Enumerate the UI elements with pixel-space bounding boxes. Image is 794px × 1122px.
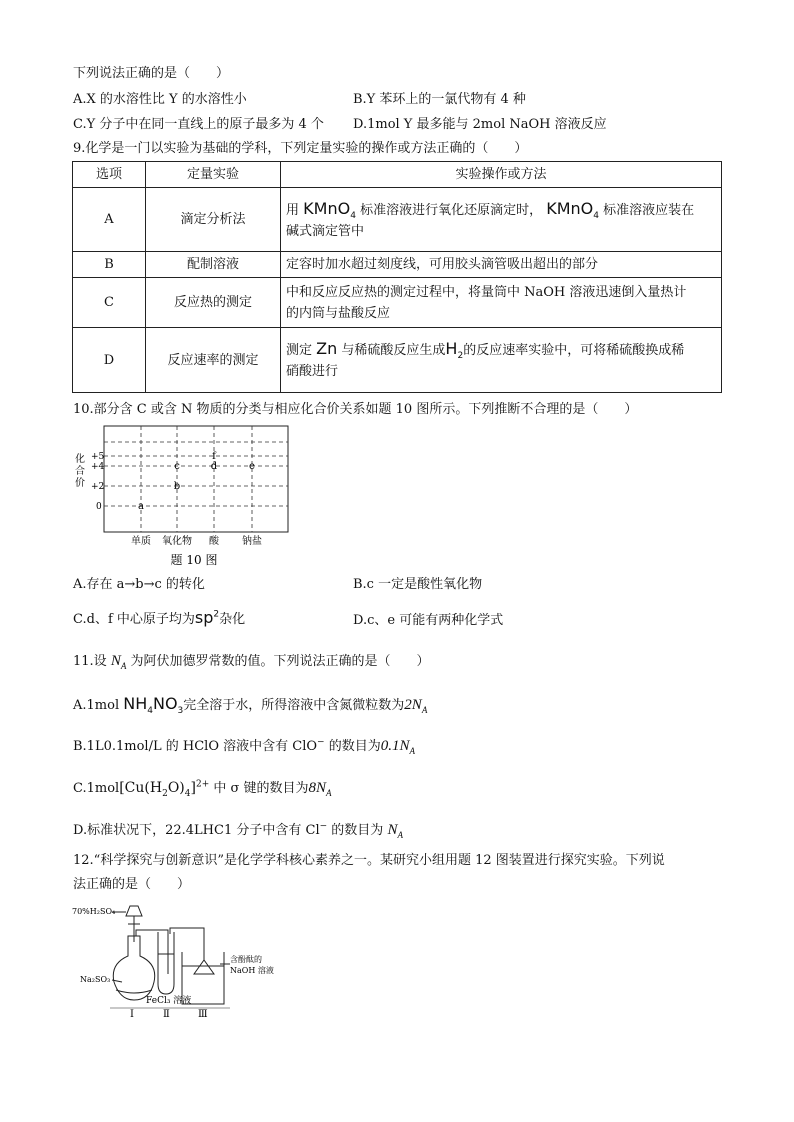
figure-grid [104,426,288,532]
q12-stem-line2: 法正确的是（ ） [73,877,191,892]
q9-stem: 9.化学是一门以实验为基础的学科，下列定量实验的操作或方法正确的（ ） [73,141,528,156]
method-text: 标准溶液应装在 [603,202,695,218]
ytick-plus5: +5 [91,452,105,462]
q8-stem: 下列说法正确的是（ ） [73,66,230,81]
q10-option-c-text: C.d、f 中心原子均为 [73,612,195,627]
q11-option-b [73,738,415,755]
ylabel-3: 价 [75,478,85,489]
apparatus-ii-label: Ⅱ [163,1009,170,1020]
row-experiment: 配制溶液 [146,252,281,278]
q11-option-c [73,780,332,797]
point-a: a [138,501,144,512]
q10-option-a: A.存在 a→b→c 的转化 [73,577,205,592]
ylabel-2: 合 [75,466,85,477]
flask-i [113,936,154,1000]
q10-option-b: B.c 一定是酸性氧化物 [353,577,483,592]
formula-zn: Zn [316,339,338,358]
method-text: 的内筒与盐酸反应 [286,305,391,321]
row-experiment: 反应速率的测定 [146,328,281,393]
xtick-4: 钠盐 [242,536,262,547]
formula-8na: $8N_A$ [308,780,332,798]
q11-option-text: 溶液中含有 [223,739,289,754]
q12-stem-line1: 12.“科学探究与创新意识”是化学学科核心素养之一。某研究小组用题 12 图装置进行探究实验。下列说 [73,853,665,868]
q11-option-text: 的数目为 [328,739,381,754]
header-experiment: 定量实验 [146,162,281,188]
row-method [281,328,722,393]
test-tube-ii [158,932,174,994]
q8-option-a: A.X 的水溶性比 Y 的水溶性小 [73,92,247,107]
funnel-body [126,906,142,916]
q11-stem [73,653,430,670]
point-b: b [173,481,181,492]
point-c: c [174,461,180,472]
q11-stem-text: 11.设 [73,654,107,669]
flask-liquid [116,990,152,993]
q9-table-header [73,162,722,188]
formula-hclo: HClO [182,739,219,754]
apparatus-iii-label: Ⅲ [198,1009,208,1020]
formula-nh4no3: $NH_4NO_3$ [123,694,184,717]
method-text: 碱式滴定管中 [286,223,365,239]
point-f: f [212,451,216,462]
ytick-plus4: +4 [91,462,105,472]
table-row [73,188,722,252]
method-text: 的反应速率实验中，可将稀硫酸换成稀 [463,343,685,358]
header-option: 选项 [73,162,146,188]
q10-option-c-text: 杂化 [219,612,246,627]
apparatus-i-label: Ⅰ [130,1009,134,1020]
q10-option-d: D.c、e 可能有两种化学式 [353,613,504,628]
q11-option-text: 的数目为 [331,823,384,838]
formula-na: $N_A$ [387,822,403,840]
row-method: 定容时加水超过刻度线，可用胶头滴管吸出超出的部分 [281,252,722,278]
figure-caption: 题 10 图 [170,553,218,567]
q11-option-text: D.标准状况下，22.4LHC1 分子中含有 [73,823,302,838]
q10-stem: 10.部分含 C 或含 N 物质的分类与相应化合价关系如题 10 图所示。下列推断不合理的是（ ） [73,402,638,417]
ylabel-1: 化 [75,454,85,465]
xtick-1: 单质 [131,536,151,547]
row-experiment: 滴定分析法 [146,188,281,252]
q11-option-text: A.1mol [73,698,120,713]
table-row [73,328,722,393]
row-method [281,188,722,252]
row-option: B [73,252,146,278]
q11-stem-text: 为阿伏加德罗常数的值。下列说法正确的是（ ） [130,654,430,669]
method-text: 标准溶液进行氧化还原滴定时， [360,202,543,218]
inverted-funnel [194,960,214,974]
formula-na: $N_A$ [110,653,127,671]
ytick-zero: 0 [96,502,102,512]
point-e: e [249,461,255,472]
q10-figure [72,422,294,570]
fecl3-label: FeCl₃ 溶液 [146,996,192,1006]
q11-option-text: B.1L0.1mol/L 的 [73,739,179,754]
connecting-tube-2 [170,928,204,960]
q8-option-d: D.1mol Y 最多能与 2mol NaOH 溶液反应 [353,117,607,132]
header-method: 实验操作或方法 [281,162,722,188]
q11-option-text: 完全溶于水，所得溶液中含氮微粒数为 [183,698,405,713]
formula-kmno4: KMnO$_4$ [546,198,599,221]
method-text: 测定 [286,343,313,358]
row-option: C [73,278,146,328]
formula-complex-ion: $[Cu(H_2O)_4]^{2+}$ [119,779,210,799]
table-row [73,252,722,278]
solid-label: Na₂SO₃ [80,975,111,984]
formula-h2: $H_2$ [445,339,464,362]
formula-cl-minus: Cl− [305,821,328,838]
q11-option-a [73,694,428,717]
method-text: 用 [286,202,300,218]
xtick-2: 氧化物 [162,536,192,547]
row-experiment: 反应热的测定 [146,278,281,328]
acid-label: 70%H₂SO₄ [72,907,116,916]
formula-sp2: $sp^2$ [194,608,220,627]
method-text: 与稀硫酸反应生成 [341,343,446,358]
method-text: 硝酸进行 [286,364,339,379]
connecting-tube-1 [136,930,168,974]
formula-2na: $2N_A$ [404,697,428,715]
formula-0-1na: $0.1N_A$ [380,738,416,756]
beaker-label-2: NaOH 溶液 [230,966,274,975]
formula-clo-minus: ClO− [292,737,325,754]
row-option: D [73,328,146,393]
point-d: d [210,461,218,472]
q12-apparatus-figure [70,904,310,1022]
ytick-plus2: +2 [91,482,105,492]
method-text: 中和反应反应热的测定过程中，将量筒中 NaOH 溶液迅速倒入量热计 [286,284,687,300]
q9-table [72,161,722,393]
row-option: A [73,188,146,252]
q8-option-c: C.Y 分子中在同一直线上的原子最多为 4 个 [73,117,324,132]
beaker-label-1: 含酚酞的 [230,955,262,964]
q11-option-text: 中 σ 键的数目为 [213,781,309,796]
xtick-3: 酸 [209,536,219,547]
q8-option-b: B.Y 苯环上的一氯代物有 4 种 [353,92,526,107]
q11-option-d [73,822,403,839]
row-method [281,278,722,328]
table-row [73,278,722,328]
formula-kmno4: KMnO$_4$ [303,198,356,221]
q11-option-text: C.1mol [73,781,120,796]
q10-option-c [73,610,245,628]
